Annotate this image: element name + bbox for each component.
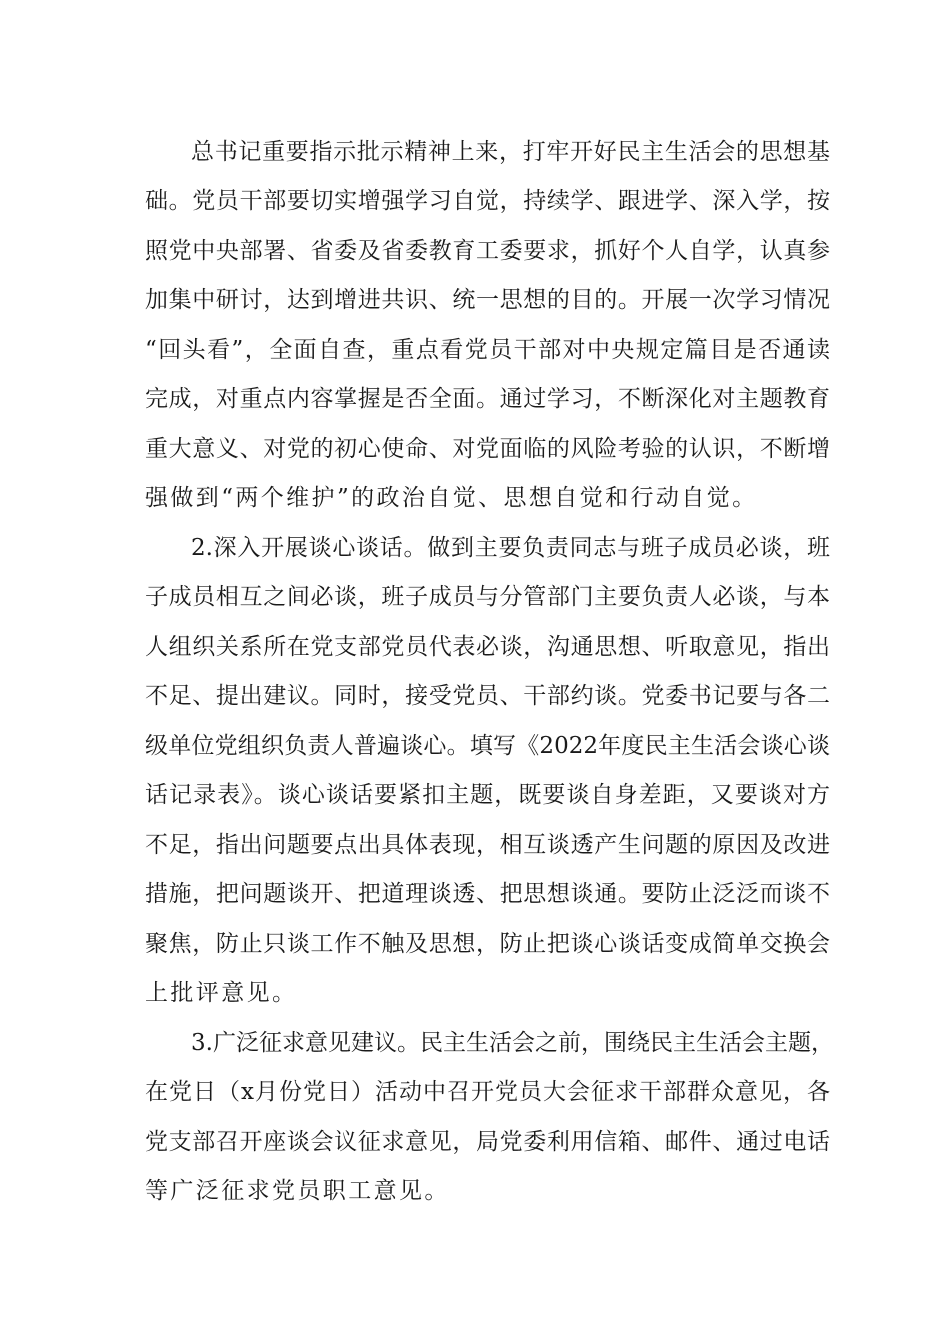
paragraph-2-line-6: 话记录表》。谈心谈话要紧扣主题，既要谈自身差距，又要谈对方 (145, 782, 830, 808)
paragraph-3-line-2: 在党日（x月份党日）活动中召开党员大会征求干部群众意见，各 (145, 1079, 830, 1105)
paragraph-2-line-10: 上批评意见。 (145, 980, 298, 1006)
paragraph-1-line-2: 础。党员干部要切实增强学习自觉，持续学、跟进学、深入学，按 (145, 188, 830, 214)
paragraph-3-line-3: 党支部召开座谈会议征求意见，局党委利用信箱、邮件、通过电话 (145, 1129, 830, 1155)
paragraph-2-line-7: 不足，指出问题要点出具体表现，相互谈透产生问题的原因及改进 (145, 832, 830, 858)
paragraph-2-line-2: 子成员相互之间必谈，班子成员与分管部门主要负责人必谈，与本 (145, 584, 830, 610)
paragraph-2-line-4: 不足、提出建议。同时，接受党员、干部约谈。党委书记要与各二 (145, 683, 830, 709)
paragraph-1-line-7: 重大意义、对党的初心使命、对党面临的风险考验的认识，不断增 (145, 436, 830, 462)
paragraph-2-line-1: 2.深入开展谈心谈话。做到主要负责同志与班子成员必谈，班 (191, 535, 830, 561)
paragraph-1-line-1: 总书记重要指示批示精神上来，打牢开好民主生活会的思想基 (191, 139, 830, 165)
paragraph-1-line-4: 加集中研讨，达到增进共识、统一思想的目的。开展一次学习情况 (145, 287, 830, 313)
paragraph-2-line-9: 聚焦，防止只谈工作不触及思想，防止把谈心谈话变成简单交换会 (145, 931, 830, 957)
paragraph-2-line-8: 措施，把问题谈开、把道理谈透、把思想谈通。要防止泛泛而谈不 (145, 881, 830, 907)
paragraph-3-line-4: 等广泛征求党员职工意见。 (145, 1178, 450, 1204)
paragraph-1-line-3: 照党中央部署、省委及省委教育工委要求，抓好个人自学，认真参 (145, 238, 830, 264)
paragraph-1-line-8: 强做到“两个维护”的政治自觉、思想自觉和行动自觉。 (145, 485, 758, 511)
paragraph-1-line-5: “回头看”，全面自查，重点看党员干部对中央规定篇目是否通读 (145, 337, 830, 363)
paragraph-2-line-5: 级单位党组织负责人普遍谈心。填写《2022年度民主生活会谈心谈 (145, 733, 830, 759)
paragraph-2-line-3: 人组织关系所在党支部党员代表必谈，沟通思想、听取意见，指出 (145, 634, 830, 660)
paragraph-3-line-1: 3.广泛征求意见建议。民主生活会之前，围绕民主生活会主题， (191, 1030, 834, 1056)
paragraph-1-line-6: 完成，对重点内容掌握是否全面。通过学习，不断深化对主题教育 (145, 386, 830, 412)
